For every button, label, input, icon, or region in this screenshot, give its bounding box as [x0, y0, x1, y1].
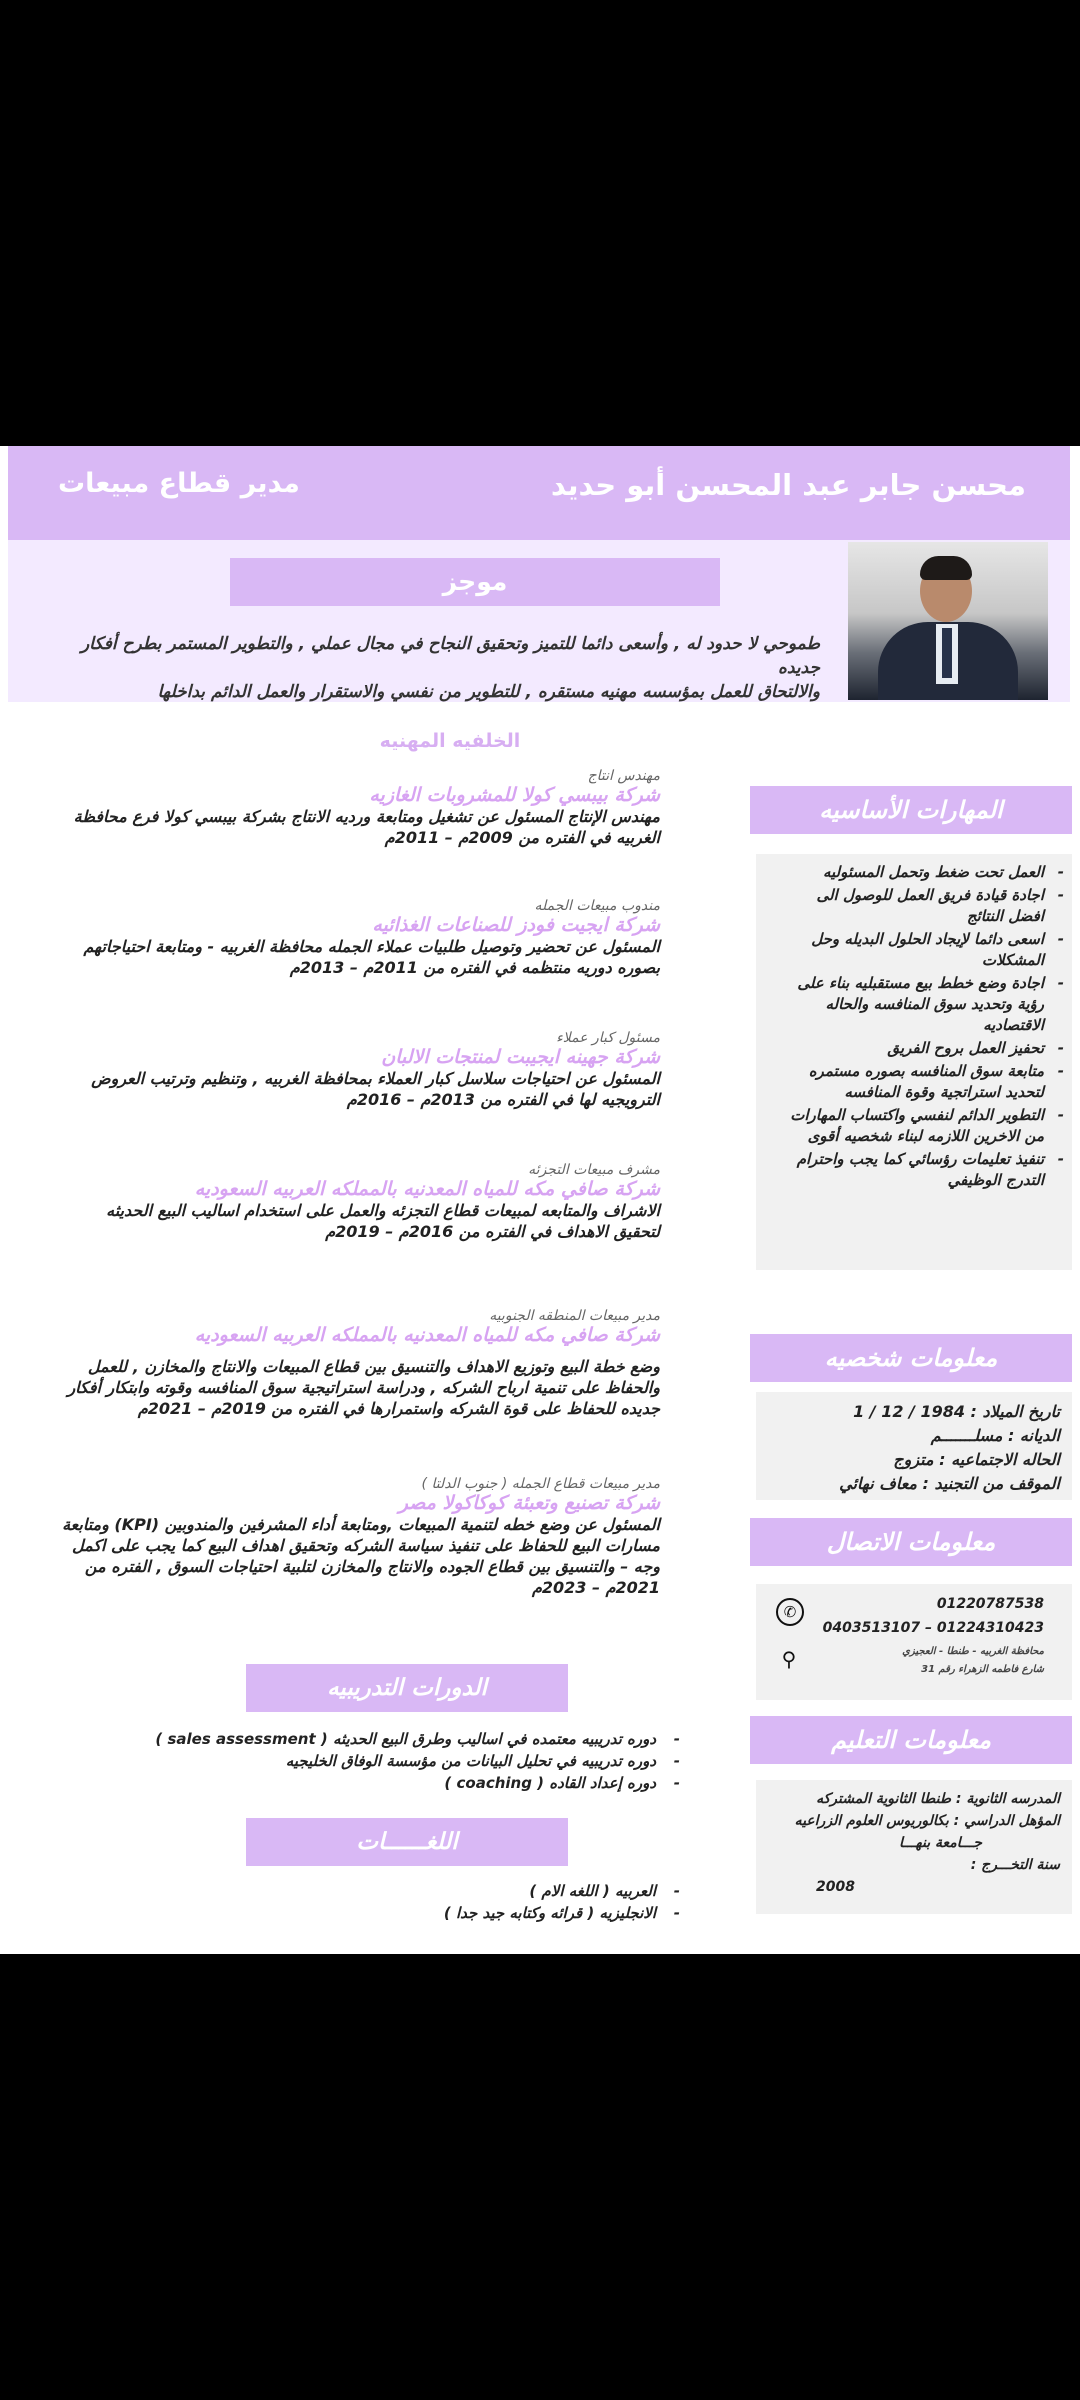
experience-item [60, 1476, 660, 1598]
summary-line: طموحي لا حدود له , وأسعى دائما للتميز وتحقيق النجاح في مجال عملي , والتطوير المستمر بطرح أفكار جديده [80, 634, 820, 678]
job-title: مدير مبيعات قطاع الجمله ( جنوب الدلتا ) [421, 1476, 660, 1492]
languages-title: اللغــــــات [246, 1818, 568, 1866]
experience-item [60, 1030, 660, 1110]
candidate-name: محسن جابر عبد المحسن أبو حديد [550, 468, 1026, 502]
job-description: المسئول عن وضع خطه لتنمية المبيعات ,ومتابعة أداء المشرفين والمندوبين (KPI) ومتابعة مسارات البيع للحفاظ على تنفيذ سياسة الشركه وتحقيق اهداف البيع كما يجب على اكمل وجه – والتنسيق بين قطاع الجوده والانتاج والمخازن لتلبية احتياجات السوق , الفتره من 2021م – 2023م [62, 1515, 660, 1597]
skill-item: - اجادة وضع خطط بيع مستقبليه بناء على رؤية وتحديد سوق المنافسه والحاله الاقتصاديه [778, 973, 1044, 1036]
skills-box [756, 854, 1072, 1270]
job-description: المسئول عن تحضير وتوصيل طلبيات عملاء الجمله محافظة الغربيه - ومتابعة احتياجاتهم بصوره دوريه منتظمه في الفتره من 2011م – 2013م [83, 937, 660, 977]
address-line: شارع فاطمه الزهراء رقم 31 [921, 1664, 1044, 1675]
experience-item [60, 1162, 660, 1242]
resume-page [0, 446, 1080, 1954]
education-box [756, 1780, 1072, 1914]
language-item: - الانجليزيه ( قرائه وكتابه جيد جدا ) [60, 1902, 680, 1924]
company-name: شركة صافي مكه للمياه المعدنيه بالمملكه العربيه السعوديه [194, 1324, 660, 1346]
company-name: شركة تصنيع وتعبئة كوكاكولا مصر [398, 1492, 660, 1514]
courses-list [60, 1728, 680, 1794]
skill-item: - تحفيز العمل بروح الفريق [778, 1038, 1044, 1059]
degree: المؤهل الدراسي : بكالوريوس العلوم الزراعيه [794, 1813, 1060, 1829]
profile-photo [848, 542, 1048, 700]
summary-text [40, 632, 820, 704]
education-title: معلومات التعليم [750, 1716, 1072, 1764]
experience-item [60, 898, 660, 978]
job-description: الاشراف والمتابعه لمبيعات قطاع التجزئه والعمل على استخدام اساليب البيع الحديثه لتحقيق الاهداف في الفتره من 2016م – 2019م [106, 1201, 660, 1241]
phone-icon: ✆ [776, 1598, 804, 1626]
skill-item: - اجادة قيادة فريق العمل للوصول الى افضل النتائج [778, 885, 1044, 927]
job-description: مهندس الإنتاج المسئول عن تشغيل ومتابعة ورديه الانتاج بشركة بيبسي كولا فرع محافظة الغربيه في الفتره من 2009م – 2011م [73, 807, 660, 847]
graduation-year: 2008 [816, 1879, 855, 1895]
experience-item [60, 1308, 660, 1419]
job-description: المسئول عن احتياجات سلاسل كبار العملاء بمحافظة الغربيه , وتنظيم وترتيب العروض الترويجيه لها في الفتره من 2013م – 2016م [91, 1069, 660, 1109]
skills-title: المهارات الأساسيه [750, 786, 1072, 834]
company-name: شركة جهينه ايجيبت لمنتجات الالبان [381, 1046, 660, 1068]
experience-item [60, 768, 660, 848]
company-name: شركة صافي مكه للمياه المعدنيه بالمملكه العربيه السعوديه [194, 1178, 660, 1200]
candidate-role: مدير قطاع مبيعات [58, 468, 300, 499]
job-title: مهندس انتاج [587, 768, 660, 784]
summary-line: والالتحاق للعمل بمؤسسه مهنيه مستقره , للتطوير من نفسي والاستقرار والعمل الدائم بداخلها [157, 682, 820, 702]
phone-number[interactable]: 01224310423 – 0403513107 [822, 1620, 1044, 1636]
header-bar [8, 446, 1070, 540]
job-title: مشرف مبيعات التجزئه [528, 1162, 660, 1178]
job-description: وضع خطة البيع وتوزيع الاهداف والتنسيق بين قطاع المبيعات والانتاج والمخازن , للعمل والحفاظ على تنمية ارباح الشركه , ودراسة استراتيجية سوق المنافسه وقوته وابتكار أفكار جديده للحفاظ على قوة الشركه واستمرارها في الفتره من 2019م – 2021م [67, 1357, 660, 1418]
skill-item: - متابعة سوق المنافسه بصوره مستمره لتحديد استراتجية وقوة المنافسه [778, 1061, 1044, 1103]
experience-title: الخلفيه المهنيه [379, 730, 521, 752]
job-title: مندوب مبيعات الجمله [534, 898, 660, 914]
personal-box [756, 1392, 1072, 1500]
skill-item: - اسعى دائما لإيجاد الحلول البديله وحل المشكلات [778, 929, 1044, 971]
contact-title: معلومات الاتصال [750, 1518, 1072, 1566]
summary-title: موجز [230, 558, 720, 606]
contact-box [756, 1584, 1072, 1700]
location-icon: ⚲ [781, 1647, 797, 1671]
address-line: محافظة الغربيه - طنطا - العجيزي [902, 1646, 1044, 1657]
military-status: الموقف من التجنيد : معاف نهائي [839, 1474, 1060, 1493]
job-title: مدير مبيعات المنطقه الجنوبيه [489, 1308, 660, 1324]
company-name: شركة بيبسي كولا للمشروبات الغازيه [369, 784, 660, 806]
graduation-label: سنة التخـــرج : [970, 1857, 1060, 1873]
university: جـــامعة بنهـــا [898, 1835, 982, 1851]
birth-date: تاريخ الميلاد : 1984 / 12 / 1 [853, 1402, 1060, 1421]
course-item: - دوره إعداد القاده ( coaching ) [60, 1772, 680, 1794]
religion: الديانه : مسلـــــــم [930, 1426, 1060, 1445]
school: المدرسه الثانوية : طنطا الثانوية المشتركه [816, 1791, 1060, 1807]
course-item: - دوره تدريبيه معتمده في اساليب وطرق البيع الحديثه ( sales assessment ) [60, 1728, 680, 1750]
skill-item: - التطوير الدائم لنفسي واكتساب المهارات من الاخرين اللازمه لبناء شخصيه أقوى [778, 1105, 1044, 1147]
job-title: مسئول كبار عملاء [556, 1030, 660, 1046]
company-name: شركة ايجيت فودز للصناعات الغذائيه [372, 914, 660, 936]
skill-item: - العمل تحت ضغط وتحمل المسئوليه [778, 862, 1044, 883]
personal-title: معلومات شخصيه [750, 1334, 1072, 1382]
marital-status: الحاله الاجتماعيه : متزوج [893, 1450, 1060, 1469]
skill-item: - تنفيذ تعليمات رؤسائي كما يجب واحترام التدرج الوظيفي [778, 1149, 1044, 1191]
course-item: - دوره تدريبيه في تحليل البيانات من مؤسسة الوفاق الخليجيه [60, 1750, 680, 1772]
languages-list [60, 1880, 680, 1924]
courses-title: الدورات التدريبيه [246, 1664, 568, 1712]
language-item: - العربيه ( اللغه الام ) [60, 1880, 680, 1902]
phone-number[interactable]: 01220787538 [936, 1596, 1044, 1612]
